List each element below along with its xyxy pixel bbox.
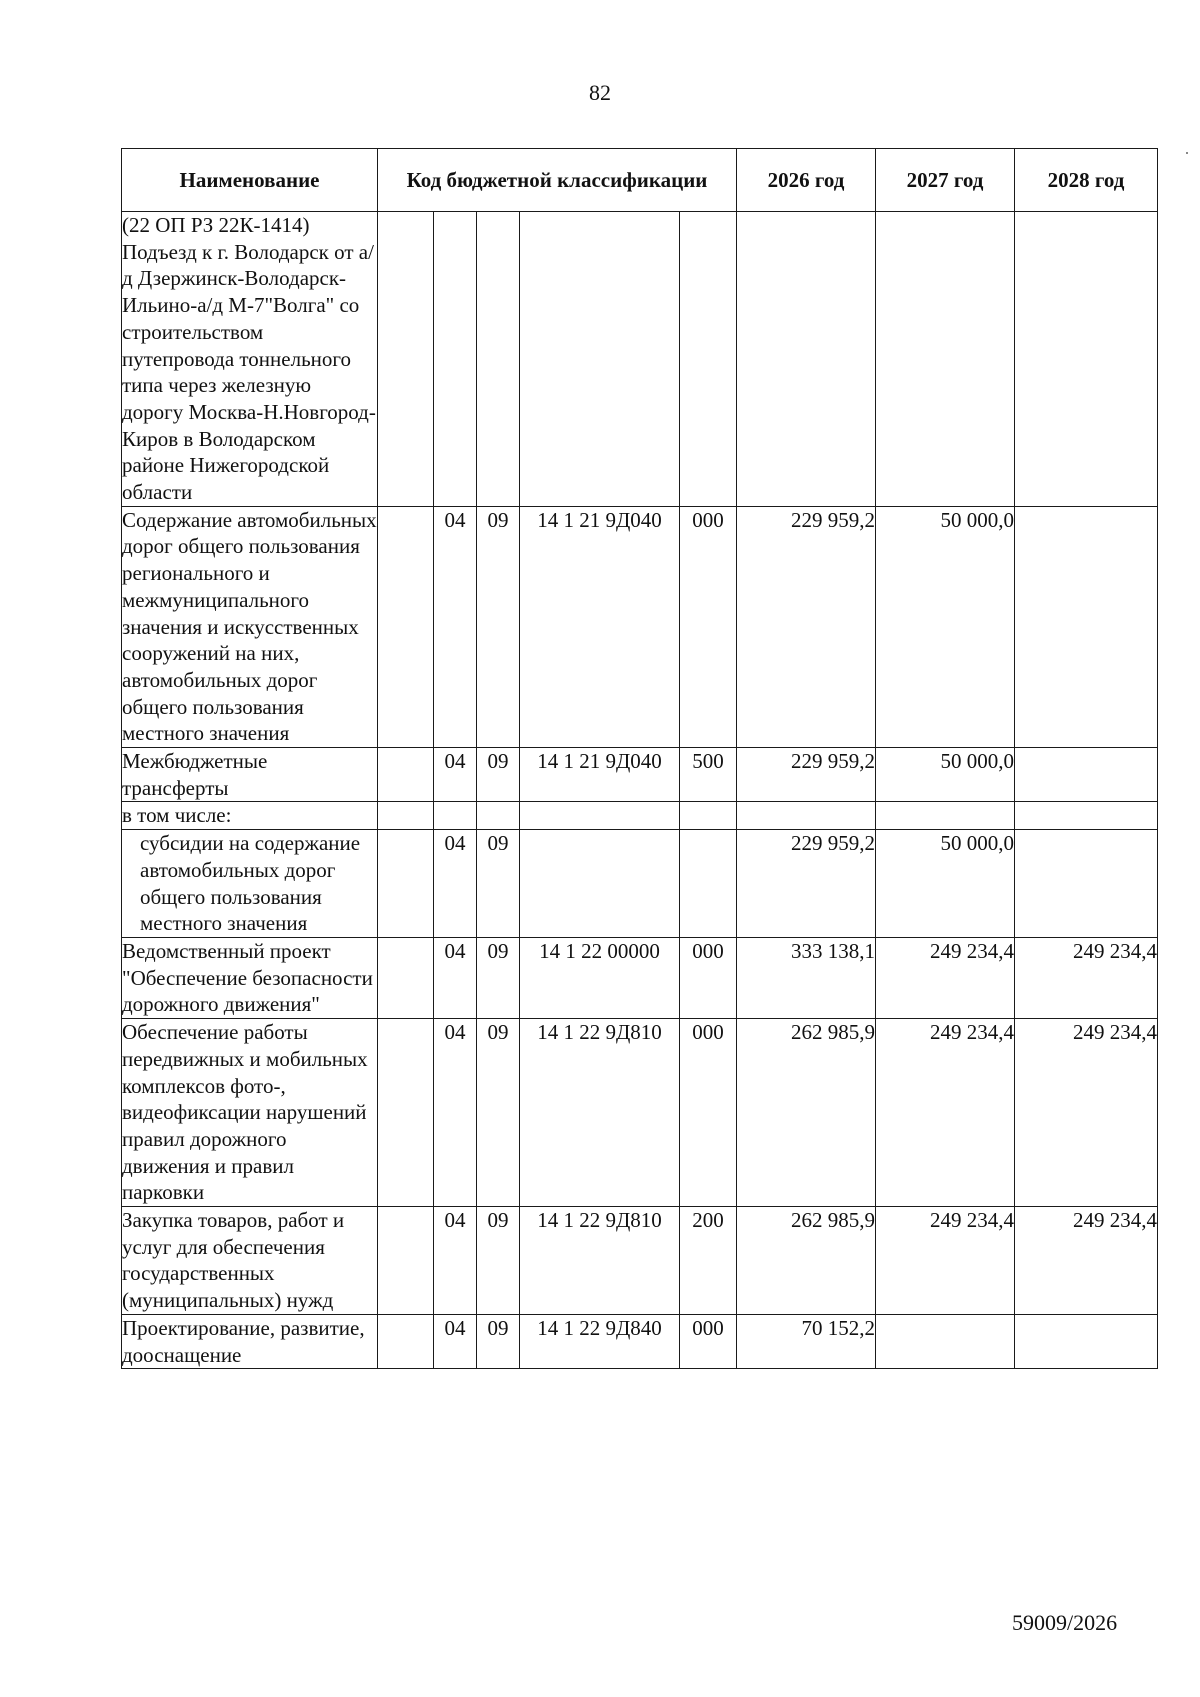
code-subsection: 09 — [477, 748, 520, 802]
value-2026: 70 152,2 — [737, 1314, 876, 1368]
value-2028 — [1015, 506, 1158, 747]
value-2027: 249 234,4 — [876, 937, 1015, 1018]
code-subsection: 09 — [477, 830, 520, 938]
code-section — [434, 802, 477, 830]
code-expense-type — [680, 212, 737, 507]
value-2026 — [737, 212, 876, 507]
code-target-article: 14 1 21 9Д040 — [520, 506, 680, 747]
code-target-article: 14 1 22 9Д840 — [520, 1314, 680, 1368]
code-blank — [378, 937, 434, 1018]
row-name: в том числе: — [122, 802, 378, 830]
code-blank — [378, 1019, 434, 1207]
header-2027: 2027 год — [876, 149, 1015, 212]
value-2027 — [876, 1314, 1015, 1368]
code-section: 04 — [434, 1019, 477, 1207]
code-blank — [378, 212, 434, 507]
code-blank — [378, 506, 434, 747]
row-name: Закупка товаров, работ и услуг для обеспечения государственных (муниципальных) нужд — [122, 1207, 378, 1315]
code-blank — [378, 1314, 434, 1368]
table-row — [122, 1314, 1158, 1368]
code-section: 04 — [434, 748, 477, 802]
value-2027: 50 000,0 — [876, 830, 1015, 938]
budget-table — [121, 148, 1158, 1369]
code-subsection — [477, 802, 520, 830]
table-row — [122, 506, 1158, 747]
value-2027: 249 234,4 — [876, 1019, 1015, 1207]
value-2028 — [1015, 1314, 1158, 1368]
code-expense-type: 000 — [680, 1019, 737, 1207]
code-expense-type: 000 — [680, 937, 737, 1018]
code-subsection: 09 — [477, 1314, 520, 1368]
value-2028: 249 234,4 — [1015, 1207, 1158, 1315]
value-2026: 229 959,2 — [737, 506, 876, 747]
row-name: Содержание автомобильных дорог общего пользования регионального и межмуниципального значения и искусственных сооружений на них, автомобильных дорог общего пользования местного значения — [122, 506, 378, 747]
code-subsection: 09 — [477, 937, 520, 1018]
value-2028 — [1015, 802, 1158, 830]
code-expense-type — [680, 802, 737, 830]
code-target-article: 14 1 22 9Д810 — [520, 1019, 680, 1207]
header-name: Наименование — [122, 149, 378, 212]
row-name: Межбюджетные трансферты — [122, 748, 378, 802]
code-target-article — [520, 830, 680, 938]
code-subsection: 09 — [477, 1207, 520, 1315]
code-target-article: 14 1 22 00000 — [520, 937, 680, 1018]
code-section: 04 — [434, 506, 477, 747]
row-name: Ведомственный проект "Обеспечение безопасности дорожного движения" — [122, 937, 378, 1018]
value-2028 — [1015, 830, 1158, 938]
value-2027 — [876, 802, 1015, 830]
table-row — [122, 937, 1158, 1018]
code-expense-type: 200 — [680, 1207, 737, 1315]
header-2026: 2026 год — [737, 149, 876, 212]
value-2027: 249 234,4 — [876, 1207, 1015, 1315]
code-blank — [378, 802, 434, 830]
code-target-article: 14 1 21 9Д040 — [520, 748, 680, 802]
code-section: 04 — [434, 937, 477, 1018]
value-2028: 249 234,4 — [1015, 1019, 1158, 1207]
table-row — [122, 1019, 1158, 1207]
code-section: 04 — [434, 1207, 477, 1315]
table-row — [122, 1207, 1158, 1315]
code-subsection: 09 — [477, 1019, 520, 1207]
value-2026: 229 959,2 — [737, 748, 876, 802]
row-name: (22 ОП РЗ 22К-1414) Подъезд к г. Володарск от а/д Дзержинск-Володарск-Ильино-а/д М-7"Волга" со строительством путепровода тоннельного типа через железную дорогу Москва-Н.Новгород-Киров в Володарском районе Нижегородской области — [122, 212, 378, 507]
code-expense-type: 500 — [680, 748, 737, 802]
code-blank — [378, 830, 434, 938]
code-expense-type: 000 — [680, 506, 737, 747]
value-2028 — [1015, 748, 1158, 802]
value-2027: 50 000,0 — [876, 506, 1015, 747]
table-row — [122, 748, 1158, 802]
code-section: 04 — [434, 1314, 477, 1368]
table-row — [122, 830, 1158, 938]
scan-mark — [1186, 152, 1188, 154]
row-name: Обеспечение работы передвижных и мобильных комплексов фото-, видеофиксации нарушений правил дорожного движения и правил парковки — [122, 1019, 378, 1207]
header-2028: 2028 год — [1015, 149, 1158, 212]
code-subsection: 09 — [477, 506, 520, 747]
page-number: 82 — [589, 80, 611, 105]
value-2026: 262 985,9 — [737, 1207, 876, 1315]
value-2028: 249 234,4 — [1015, 937, 1158, 1018]
table-header-row — [122, 149, 1158, 212]
code-blank — [378, 748, 434, 802]
code-blank — [378, 1207, 434, 1315]
value-2026 — [737, 802, 876, 830]
code-target-article: 14 1 22 9Д810 — [520, 1207, 680, 1315]
code-expense-type: 000 — [680, 1314, 737, 1368]
header-budget-code: Код бюджетной классификации — [378, 149, 737, 212]
code-section — [434, 212, 477, 507]
table-row — [122, 802, 1158, 830]
value-2027: 50 000,0 — [876, 748, 1015, 802]
code-target-article — [520, 212, 680, 507]
table-row — [122, 212, 1158, 507]
row-name: субсидии на содержание автомобильных дорог общего пользования местного значения — [122, 830, 378, 938]
value-2026: 229 959,2 — [737, 830, 876, 938]
row-name: Проектирование, развитие, дооснащение — [122, 1314, 378, 1368]
code-expense-type — [680, 830, 737, 938]
code-section: 04 — [434, 830, 477, 938]
value-2027 — [876, 212, 1015, 507]
value-2026: 262 985,9 — [737, 1019, 876, 1207]
value-2026: 333 138,1 — [737, 937, 876, 1018]
document-registration-code: 59009/2026 — [1012, 1610, 1118, 1635]
value-2028 — [1015, 212, 1158, 507]
code-subsection — [477, 212, 520, 507]
code-target-article — [520, 802, 680, 830]
